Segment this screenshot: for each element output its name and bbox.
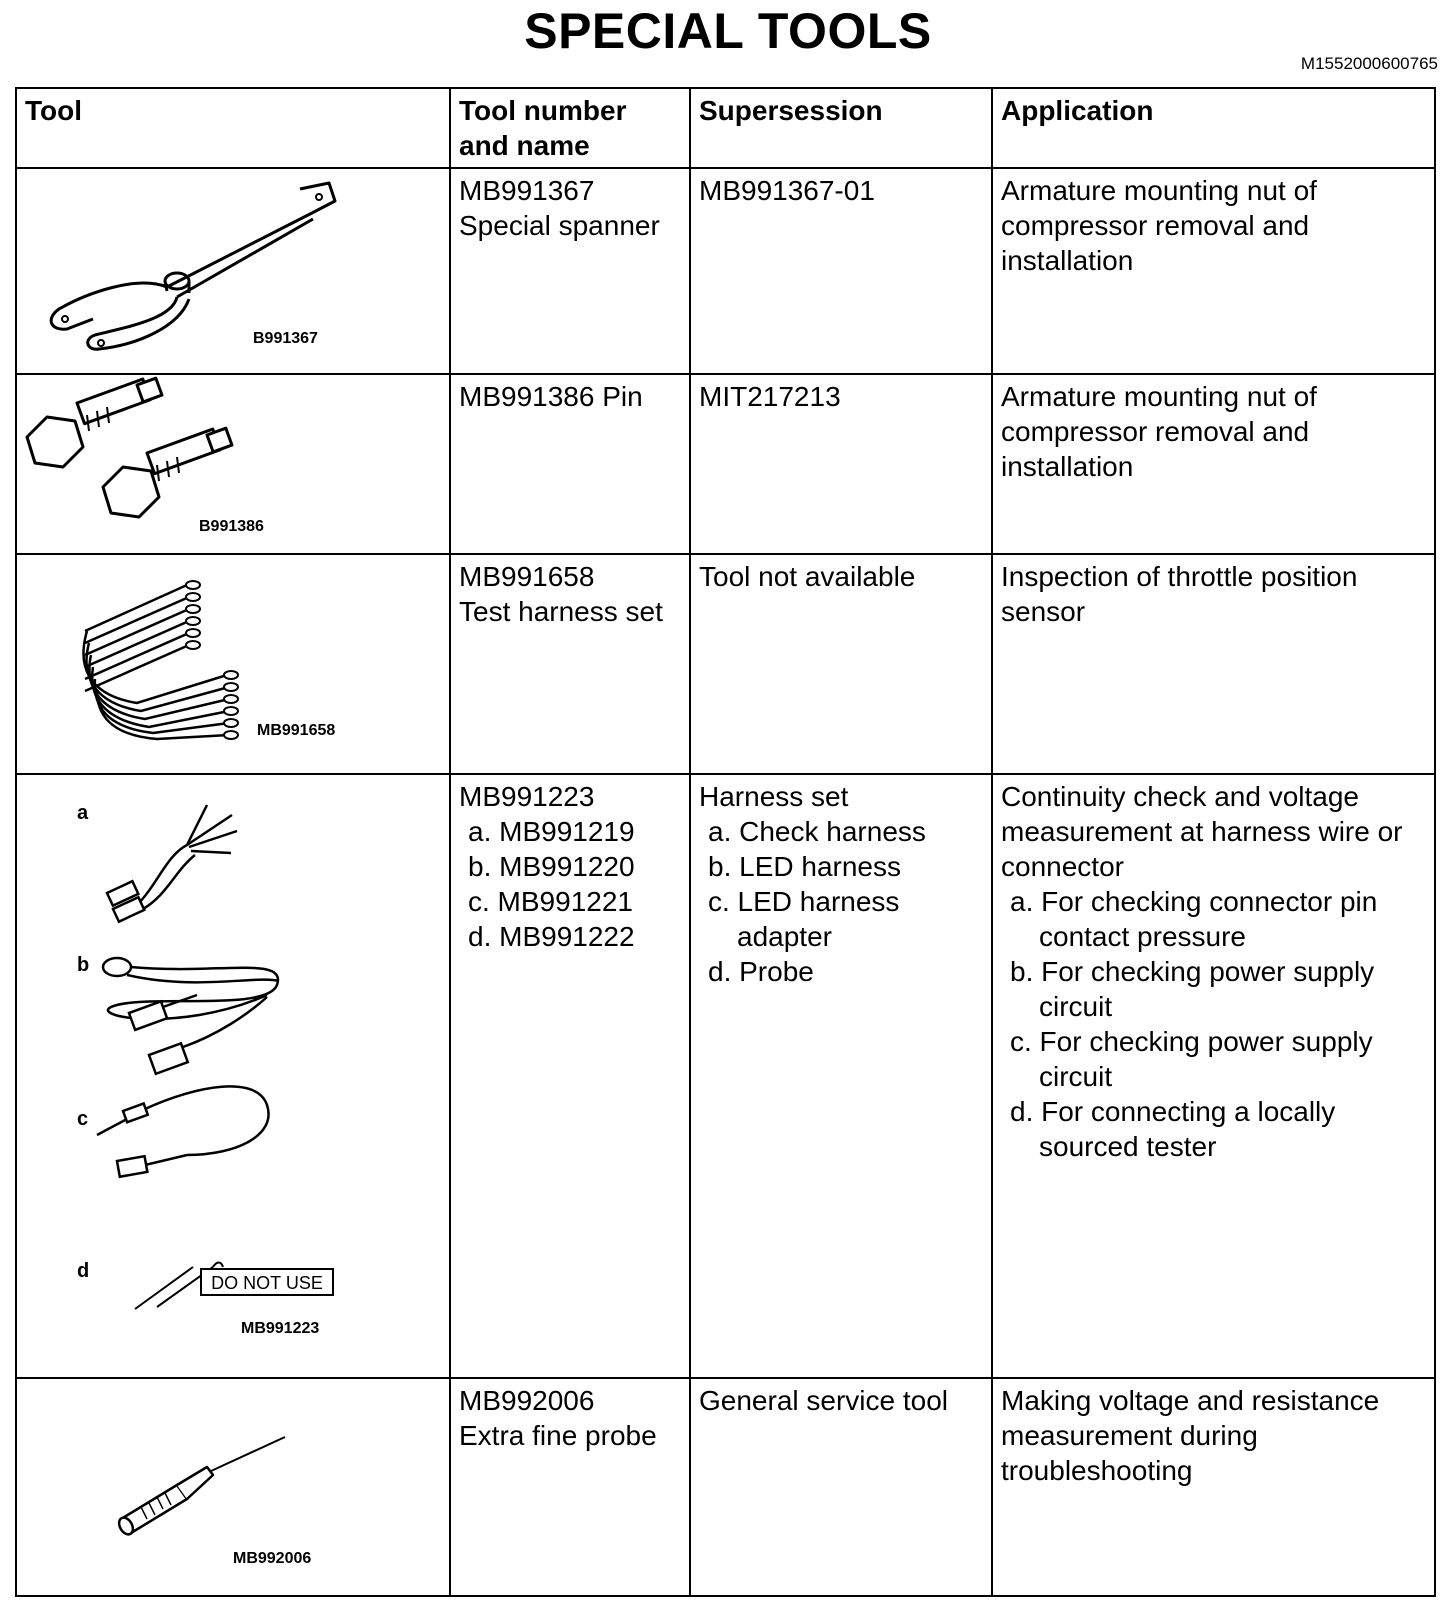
table-row: [16, 168, 1435, 374]
extra-fine-probe-illustration: [17, 1379, 447, 1593]
application-cell: Armature mounting nut of compressor removal and installation: [992, 168, 1435, 374]
item-letter-a: a: [77, 802, 89, 824]
sub-supersession-d: d. Probe: [708, 956, 814, 987]
tool-number: MB992006: [459, 1385, 595, 1416]
sub-number-c: c. MB991221: [468, 886, 633, 917]
sub-supersession-a: a. Check harness: [708, 816, 926, 847]
table-row: [16, 374, 1435, 554]
header-tool-number: Tool number and name: [450, 88, 690, 168]
pin-illustration: [17, 375, 447, 551]
tool-image-label: B991386: [199, 518, 264, 535]
application-cell: Making voltage and resistance measurement during troubleshooting: [992, 1378, 1435, 1596]
supersession-cell: MB991367-01: [690, 168, 992, 374]
table-row: [16, 554, 1435, 774]
do-not-use-label: DO NOT USE: [211, 1273, 323, 1293]
table-row: [16, 1378, 1435, 1596]
tool-illustration-cell: [16, 374, 450, 554]
special-tools-table: [15, 87, 1436, 1597]
tool-name: Extra fine probe: [459, 1420, 657, 1451]
sub-application-c: c. For checking power supply circuit: [1010, 1026, 1373, 1092]
sub-supersession-b: b. LED harness: [708, 851, 901, 882]
header-tool: Tool: [16, 88, 450, 168]
tool-image-label: MB991223: [241, 1320, 320, 1337]
item-letter-b: b: [77, 954, 90, 976]
supersession-cell: Tool not available: [690, 554, 992, 774]
tool-image-label: B991367: [253, 330, 318, 347]
tool-illustration-cell: [16, 554, 450, 774]
tool-illustration-cell: [16, 774, 450, 1378]
sub-application-d: d. For connecting a locally sourced tester: [1010, 1096, 1336, 1162]
tool-number-cell: [450, 168, 690, 374]
sub-number-d: d. MB991222: [468, 921, 635, 952]
sub-supersession-c: c. LED harness adapter: [708, 886, 900, 952]
special-spanner-illustration: [17, 169, 447, 371]
item-letter-d: d: [77, 1260, 90, 1282]
supersession-cell: MIT217213: [690, 374, 992, 554]
tool-name: Special spanner: [459, 210, 660, 241]
tool-image-label: MB991658: [257, 722, 336, 739]
tool-number: MB991223: [459, 781, 595, 812]
item-letter-c: c: [77, 1108, 89, 1130]
table-header-row: [16, 88, 1435, 168]
tool-number-cell: MB991386 Pin: [450, 374, 690, 554]
sub-application-a: a. For checking connector pin contact pressure: [1010, 886, 1378, 952]
tool-number: MB991658: [459, 561, 595, 592]
tool-image-label: MB992006: [233, 1550, 312, 1567]
header-application: Application: [992, 88, 1435, 168]
page-title: SPECIAL TOOLS: [524, 3, 932, 59]
supersession-main: Harness set: [699, 781, 849, 812]
tool-name: Test harness set: [459, 596, 663, 627]
application-cell: Armature mounting nut of compressor removal and installation: [992, 374, 1435, 554]
supersession-cell: General service tool: [690, 1378, 992, 1596]
table-row: [16, 774, 1435, 1378]
sub-number-b: b. MB991220: [468, 851, 635, 882]
sub-number-a: a. MB991219: [468, 816, 635, 847]
application-main: Continuity check and voltage measurement at harness wire or connector: [1001, 781, 1403, 882]
supersession-cell: [690, 774, 992, 1378]
header-supersession: Supersession: [690, 88, 992, 168]
application-cell: [992, 774, 1435, 1378]
test-harness-illustration: [17, 555, 447, 771]
tool-number-cell: [450, 1378, 690, 1596]
tool-illustration-cell: [16, 168, 450, 374]
tool-illustration-cell: [16, 1378, 450, 1596]
sub-application-b: b. For checking power supply circuit: [1010, 956, 1375, 1022]
application-cell: Inspection of throttle position sensor: [992, 554, 1435, 774]
harness-set-illustration: [17, 775, 447, 1375]
tool-number-cell: [450, 774, 690, 1378]
tool-number: MB991367: [459, 175, 595, 206]
document-id: M1552000600765: [1300, 54, 1438, 73]
tool-number-cell: [450, 554, 690, 774]
